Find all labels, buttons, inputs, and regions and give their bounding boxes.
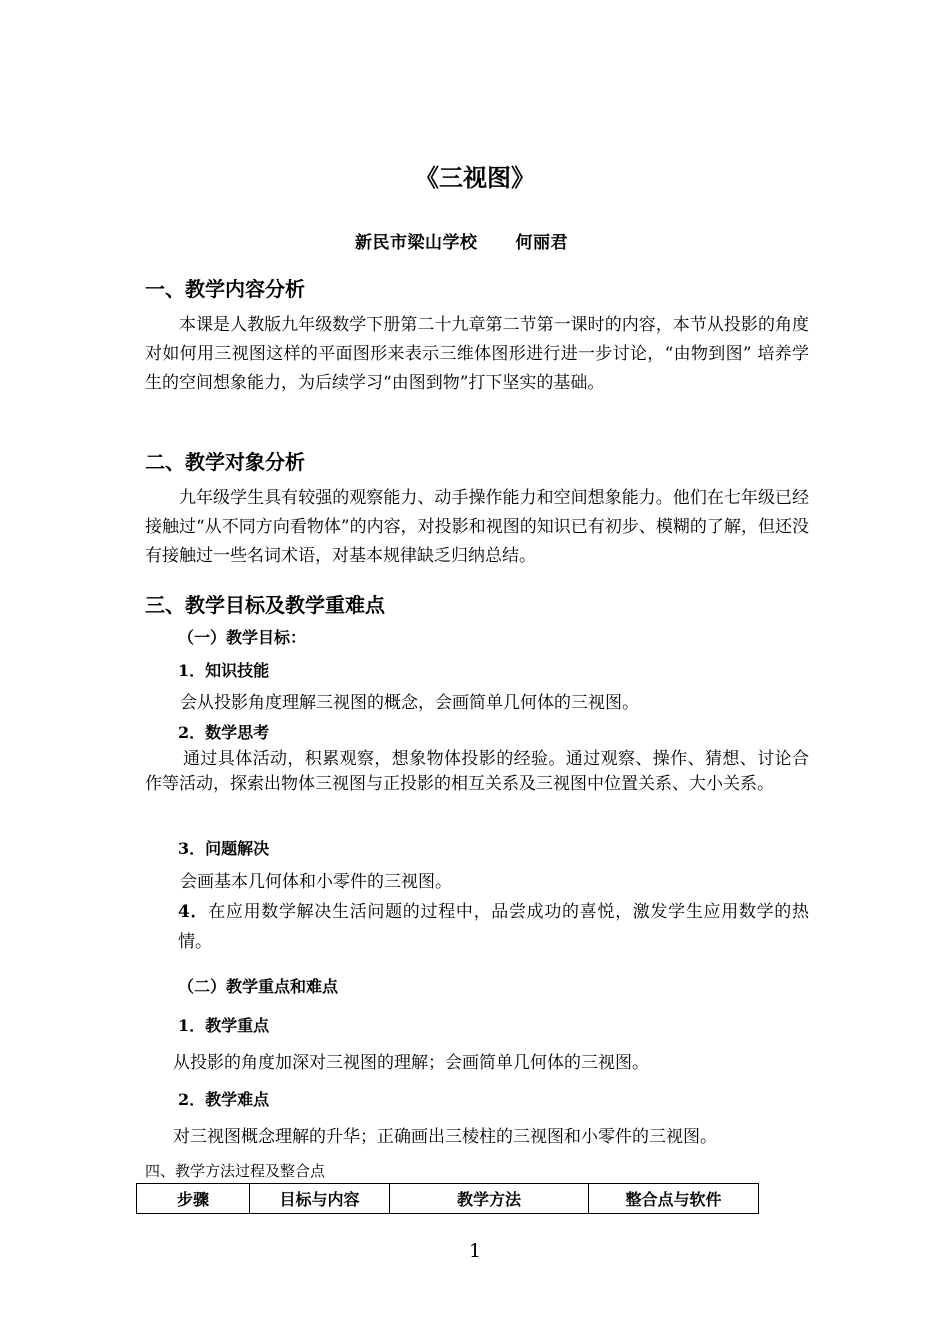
goal-thinking-paragraph bbox=[145, 747, 809, 797]
goal-knowledge-text: 会从投影角度理解三视图的概念，会画简单几何体的三视图。 bbox=[180, 693, 639, 713]
section-heading-content-analysis: 一、教学内容分析 bbox=[145, 277, 305, 301]
student-analysis-paragraph bbox=[145, 484, 809, 571]
table-header-row bbox=[137, 1184, 759, 1214]
goal-emotion-text: 在应用数学解决生活问题的过程中，品尝成功的喜悦，激发学生应用数学的热情。 bbox=[178, 902, 809, 952]
goal-problem-title: 3．问题解决 bbox=[178, 839, 270, 858]
document-title: 《三视图》 bbox=[415, 163, 535, 192]
key-point-title: 1．教学重点 bbox=[178, 1016, 270, 1035]
difficult-point-text: 对三视图概念理解的升华；正确画出三棱柱的三视图和小零件的三视图。 bbox=[173, 1127, 717, 1147]
paragraph-text bbox=[178, 897, 809, 957]
content-analysis-paragraph bbox=[145, 311, 809, 398]
table-header-software: 整合点与软件 bbox=[589, 1184, 759, 1214]
goal-knowledge-title: 1．知识技能 bbox=[178, 661, 270, 680]
key-point-text: 从投影的角度加深对三视图的理解；会画简单几何体的三视图。 bbox=[173, 1053, 649, 1073]
goal-problem-text: 会画基本几何体和小零件的三视图。 bbox=[180, 872, 452, 892]
paragraph-text: 本课是人教版九年级数学下册第二十九章第二节第一课时的内容，本节从投影的角度对如何用三视图这样的平面图形来表示三维体图形进行进一步讨论，“由物到图” 培养学生的空间想象能力，为后续学习“由图到物”打下坚实的基础。 bbox=[145, 315, 809, 393]
table-header-method: 教学方法 bbox=[390, 1184, 589, 1214]
paragraph-text: 九年级学生具有较强的观察能力、动手操作能力和空间想象能力。他们在七年级已经接触过“从不同方向看物体”的内容，对投影和视图的知识已有初步、模糊的了解，但还没有接触过一些名词术语，对基本规律缺乏归纳总结。 bbox=[145, 488, 809, 566]
table-header-step: 步骤 bbox=[137, 1184, 250, 1214]
author-line bbox=[355, 228, 568, 253]
paragraph-text: 通过具体活动，积累观察，想象物体投影的经验。通过观察、操作、猜想、讨论合作等活动，探索出物体三视图与正投影的相互关系及三视图中位置关系、大小关系。 bbox=[145, 749, 809, 794]
school-name: 新民市梁山学校 bbox=[355, 233, 478, 253]
goal-emotion-paragraph bbox=[178, 897, 809, 957]
difficult-point-title: 2．教学难点 bbox=[178, 1090, 270, 1109]
table-header-goal-content: 目标与内容 bbox=[250, 1184, 390, 1214]
author-name: 何丽君 bbox=[515, 233, 568, 253]
goal-thinking-title: 2．数学思考 bbox=[178, 723, 270, 742]
section-heading-student-analysis: 二、教学对象分析 bbox=[145, 450, 305, 474]
goal-emotion-number: 4． bbox=[178, 902, 209, 922]
teaching-steps-table bbox=[136, 1183, 759, 1214]
page-number: 1 bbox=[468, 1240, 482, 1262]
subheading-key-points: （二）教学重点和难点 bbox=[178, 977, 339, 996]
section-heading-goals: 三、教学目标及教学重难点 bbox=[145, 593, 385, 617]
subheading-teaching-goals: （一）教学目标： bbox=[178, 628, 307, 647]
section-heading-methods: 四、教学方法过程及整合点 bbox=[145, 1162, 326, 1180]
